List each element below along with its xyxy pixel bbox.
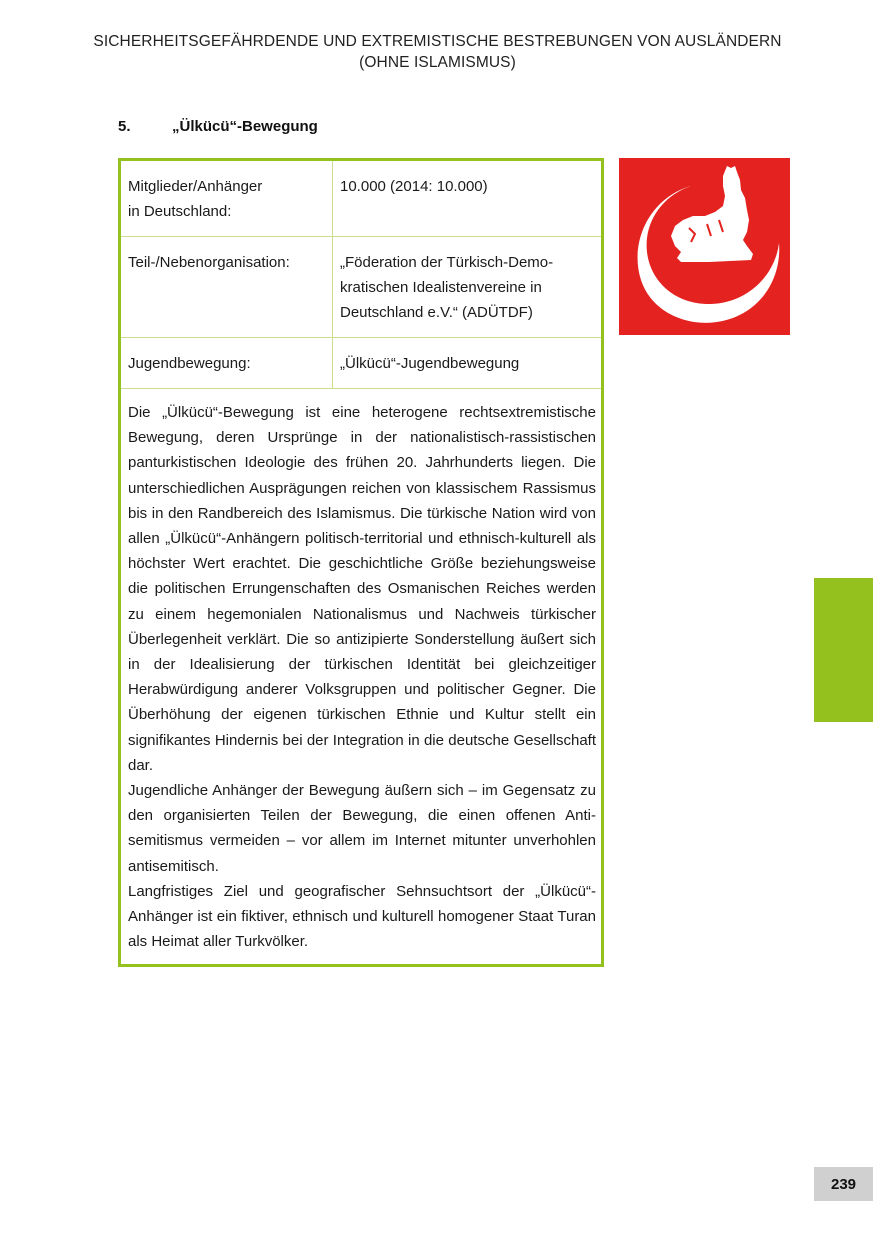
- running-head-line-1: SICHERHEITSGEFÄHRDENDE UND EXTREMISTISCHE BESTREBUNGEN VON AUSLÄNDERN: [93, 33, 782, 50]
- info-box: [118, 158, 604, 967]
- table-row-youth-movement: [121, 338, 601, 389]
- label-line: Mitglieder/Anhänger: [128, 178, 263, 195]
- youth-movement-label: Jugendbewegung:: [121, 338, 333, 389]
- running-head-line-2: (OHNE ISLAMISMUS): [359, 54, 516, 71]
- chapter-side-tab: [814, 578, 873, 722]
- section-number: 5.: [118, 118, 131, 135]
- value-line: „Föderation der Türkisch-Demo-: [340, 254, 554, 271]
- description-paragraph-1: Die „Ülkücü“-Bewegung ist eine heterogene rechtsextremistische Bewegung, deren Ursprünge in der nationalistisch-rassistischen panturkistischen Ideologie des frühen 20. Jahrhunderts liegen. Die unterschiedlichen Ausprägungen reichen von klassischem Rassismus bis in den Randbereich des Islamismus. Die türkische Nation wird von allen „Ülkücü“-Anhängern politisch-territorial und ethnisch-kulturell als höchster Wert erachtet. Die geschichtliche Größe beziehungsweise die politischen Errungenschaften des Osmanischen Reiches werden zu einem hegemonialen Nationalismus und Nachweis türkischer Überlegenheit verklärt. Die so antizipierte Sonderstellung äußert sich in der Idealisierung der türkischen Identität bei gleichzeitiger Herabwürdigung anderer Volksgruppen und politischer Gegner. Die Überhöhung der eigenen türkischen Ethnie und Kultur stellt ein signifikantes Hindernis bei der Integration in die deutsche Gesellschaft dar.: [128, 404, 596, 774]
- youth-movement-value: „Ülkücü“-Jugendbewegung: [333, 338, 602, 389]
- members-value: 10.000 (2014: 10.000): [333, 161, 602, 237]
- value-line: Deutschland e.V.“ (ADÜTDF): [340, 304, 533, 321]
- page-number: 239: [814, 1167, 873, 1201]
- sub-organisation-label: Teil-/Nebenorganisation:: [121, 237, 333, 338]
- sub-organisation-value: [333, 237, 602, 338]
- section-title: „Ülkücü“-Bewegung: [172, 118, 318, 135]
- running-head: [0, 31, 875, 73]
- info-table: [121, 161, 601, 389]
- crescent-wolf-emblem-icon: [619, 158, 790, 335]
- label-line: in Deutschland:: [128, 203, 232, 220]
- table-row-members: [121, 161, 601, 237]
- members-label: [121, 161, 333, 237]
- description-paragraph-3: Langfristiges Ziel und geografischer Sehnsuchtsort der „Ülkücü“-Anhänger ist ein fiktiver, ethnisch und kulturell homogener Staat Turan als Heimat aller Turkvölker.: [128, 882, 596, 951]
- table-row-sub-organisation: [121, 237, 601, 338]
- value-line: kratischen Idealistenvereine in: [340, 279, 542, 296]
- description-paragraph-2: Jugendliche Anhänger der Bewegung äußern sich – im Gegensatz zu den organisierten Teilen der Bewegung, die einen offenen Antisemitismus vermeiden – vor allem im Internet mitunter unverhohlen antisemitisch.: [128, 782, 596, 875]
- description-text: [121, 389, 601, 964]
- emblem-image: [619, 158, 790, 335]
- section-heading: [118, 118, 318, 135]
